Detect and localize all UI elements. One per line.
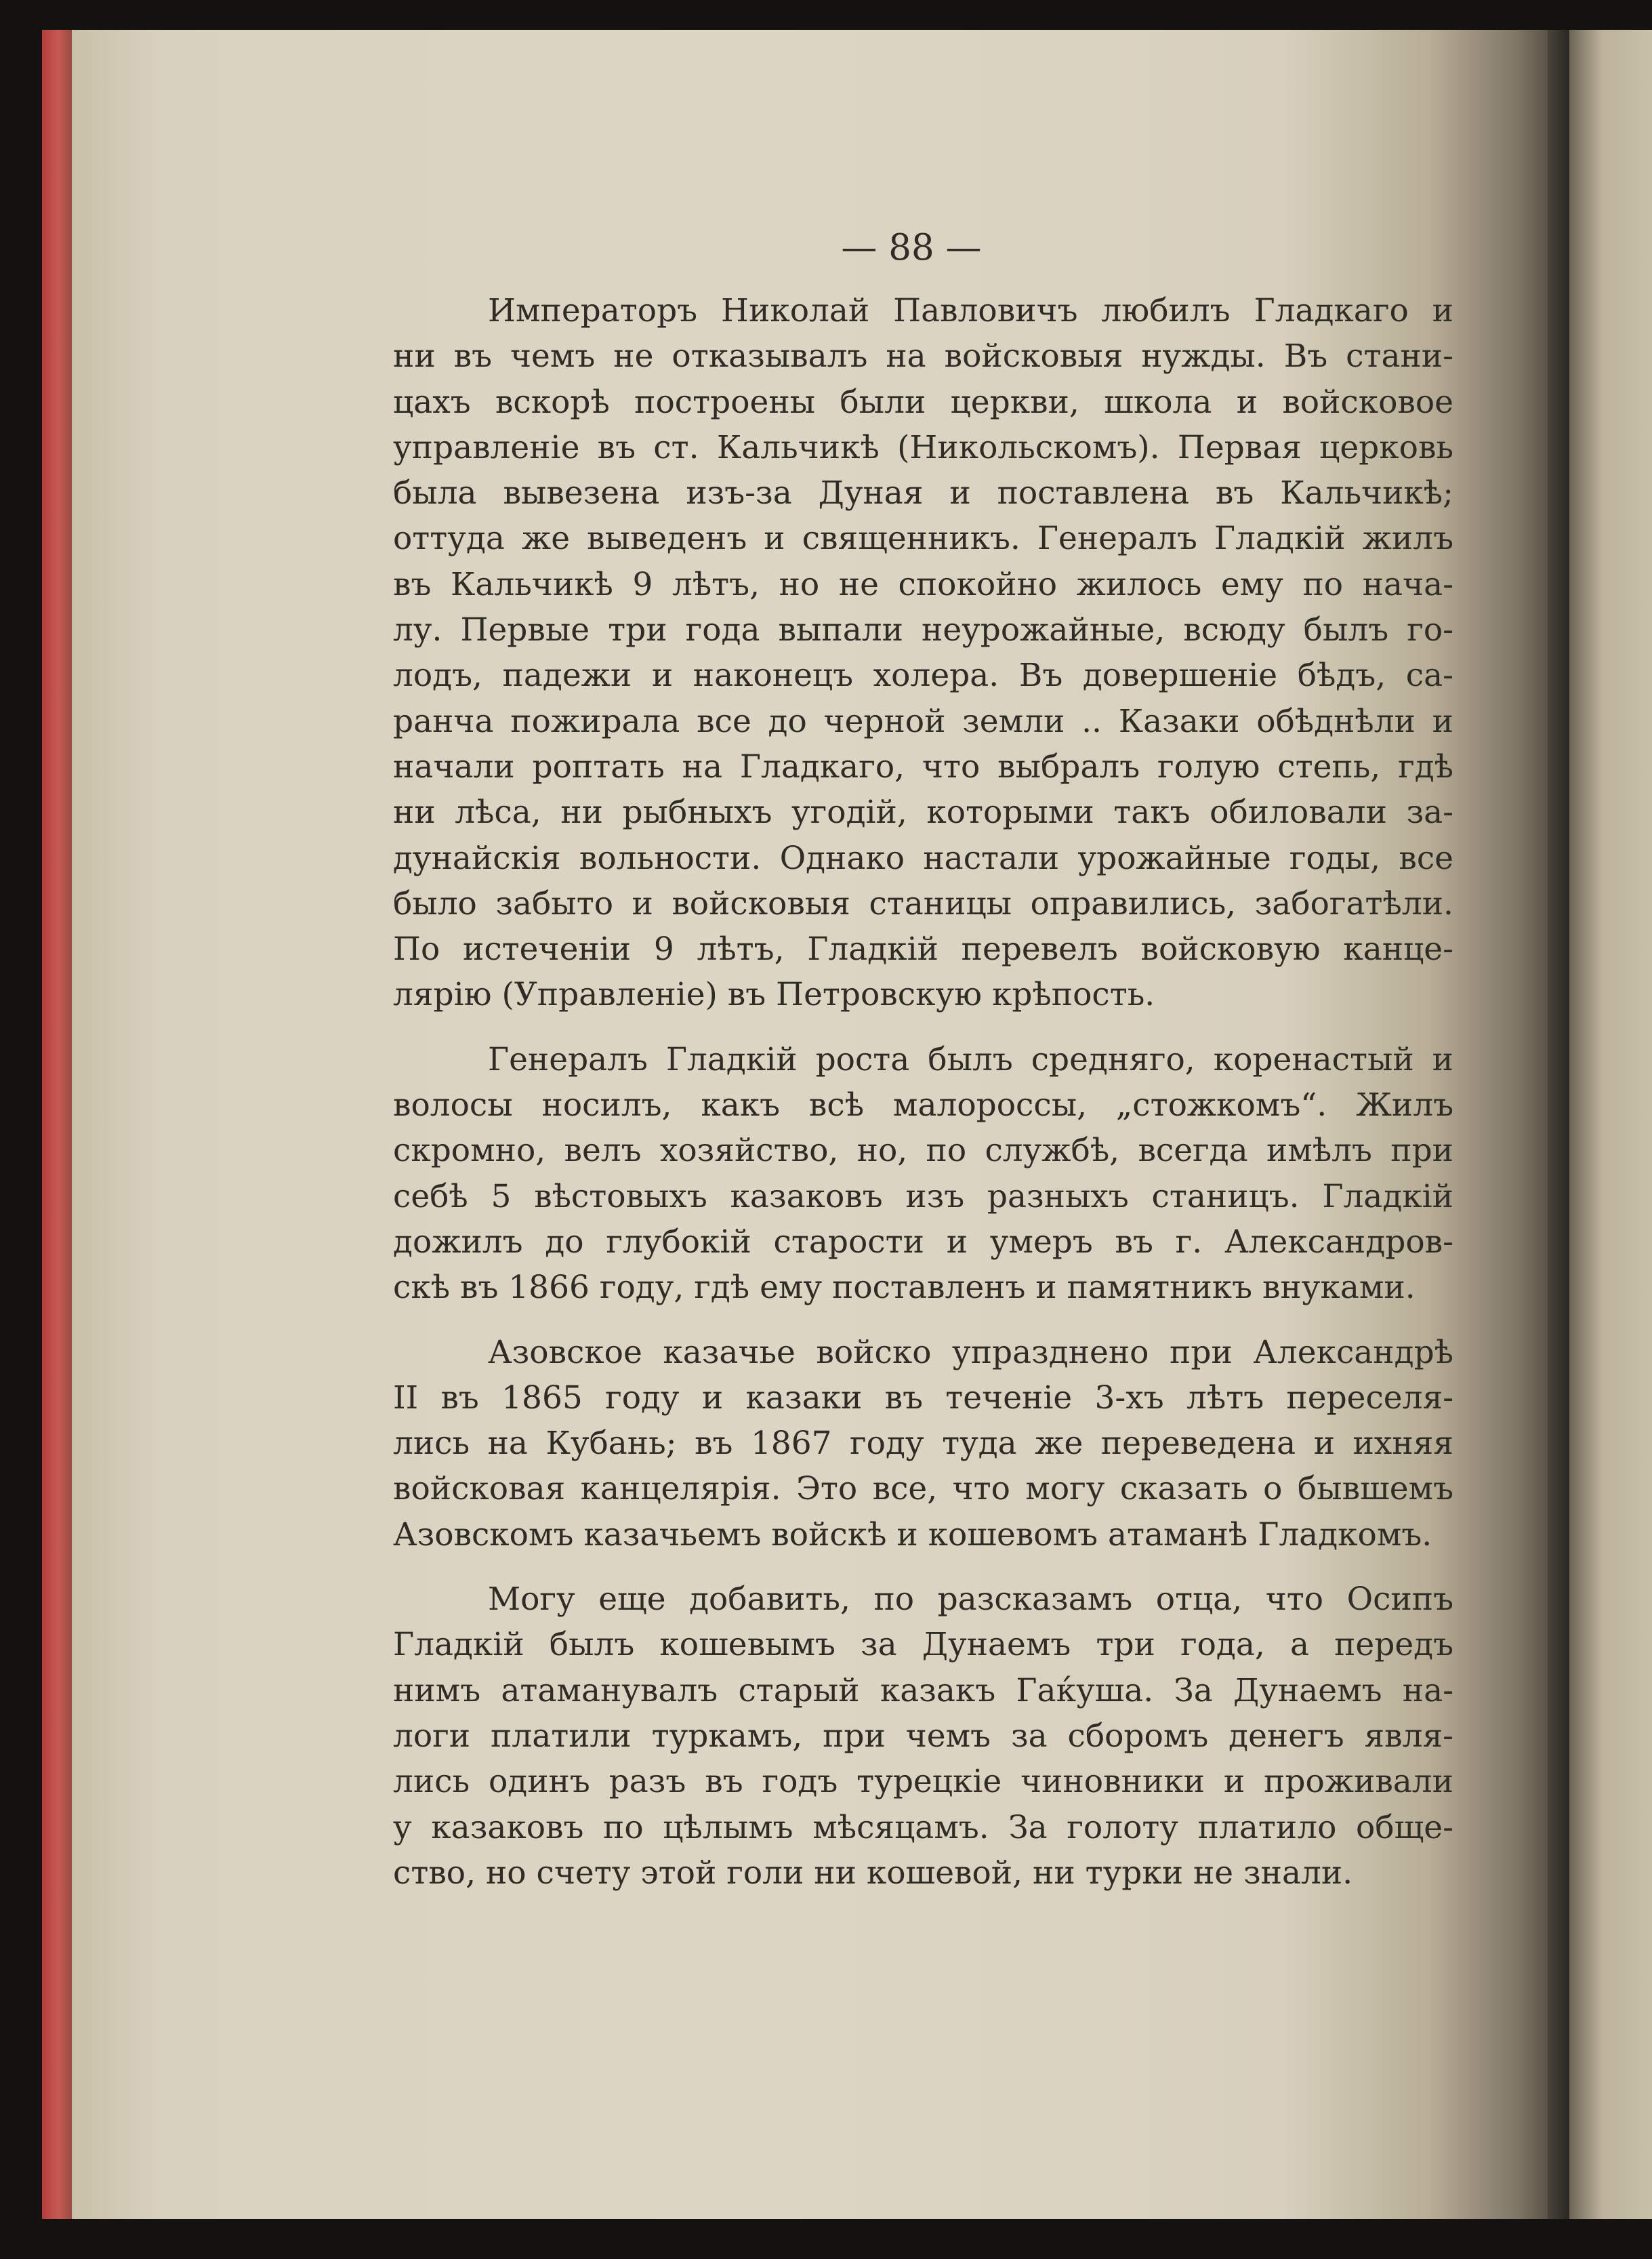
paragraph — [393, 1330, 1453, 1558]
text-line: II въ 1865 году и казаки въ теченіе 3-хъ лѣтъ переселя- — [393, 1379, 1453, 1417]
page-text — [393, 288, 1453, 1896]
text-line: у казаковъ по цѣлымъ мѣсяцамъ. За голоту платило обще- — [393, 1808, 1453, 1846]
text-line: ство, но счету этой голи ни кошевой, ни турки не знали. — [393, 1854, 1353, 1892]
book-cover-edge — [42, 30, 72, 2219]
text-line: нимъ атаманувалъ старый казакъ Гаќуша. За Дунаемъ на- — [393, 1671, 1453, 1709]
text-line: ни въ чемъ не отказывалъ на войсковыя нужды. Въ стани- — [393, 338, 1453, 375]
book-gutter — [1548, 30, 1569, 2219]
text-line: себѣ 5 вѣстовыхъ казаковъ изъ разныхъ станицъ. Гладкій — [393, 1177, 1453, 1215]
text-line: войсковая канцелярія. Это все, что могу сказать о бывшемъ — [393, 1470, 1453, 1508]
text-line: скѣ въ 1866 году, гдѣ ему поставленъ и памятникъ внуками. — [393, 1269, 1416, 1307]
text-line: въ Кальчикѣ 9 лѣтъ, но не спокойно жилось ему по нача- — [393, 565, 1453, 603]
text-line: Императоръ Николай Павловичъ любилъ Гладкаго и — [488, 292, 1453, 329]
text-line: было забыто и войсковыя станицы оправились, забогатѣли. — [393, 884, 1453, 922]
paragraph-gap — [393, 1558, 1453, 1576]
paragraph — [393, 288, 1453, 1018]
text-line: дожилъ до глубокій старости и умеръ въ г. Александров- — [393, 1223, 1453, 1261]
text-line: Генералъ Гладкій роста былъ средняго, коренастый и — [488, 1040, 1453, 1078]
text-line: лярію (Управленіе) въ Петровскую крѣпость. — [393, 976, 1155, 1014]
text-line: Гладкій былъ кошевымъ за Дунаемъ три года, а передъ — [393, 1626, 1453, 1664]
text-line: Могу еще добавить, по разсказамъ отца, что Осипъ — [488, 1581, 1453, 1619]
text-line: По истеченіи 9 лѣтъ, Гладкій перевелъ войсковую канце- — [393, 931, 1453, 969]
paragraph-gap — [393, 1311, 1453, 1330]
text-line: волосы носилъ, какъ всѣ малороссы, „стожкомъ“. Жилъ — [393, 1086, 1453, 1124]
text-line: скромно, велъ хозяйство, но, по службѣ, всегда имѣлъ при — [393, 1132, 1453, 1170]
paragraph — [393, 1037, 1453, 1311]
next-page-edge — [1569, 30, 1652, 2219]
text-line: цахъ вскорѣ построены были церкви, школа и войсковое — [393, 383, 1453, 421]
text-line: лодъ, падежи и наконецъ холера. Въ довершеніе бѣдъ, са- — [393, 657, 1453, 695]
paragraph — [393, 1576, 1453, 1896]
text-line: начали роптать на Гладкаго, что выбралъ голую степь, гдѣ — [393, 748, 1453, 786]
text-line: лись одинъ разъ въ годъ турецкіе чиновники и проживали — [393, 1763, 1453, 1801]
page-number: — 88 — — [841, 227, 982, 268]
text-line: лись на Кубань; въ 1867 году туда же переведена и ихняя — [393, 1425, 1453, 1463]
text-line: ни лѣса, ни рыбныхъ угодій, которыми такъ обиловали за- — [393, 794, 1453, 832]
text-line: лу. Первые три года выпали неурожайные, всюду былъ го- — [393, 611, 1453, 649]
text-line: была вывезена изъ-за Дуная и поставлена въ Кальчикѣ; — [393, 474, 1453, 512]
text-line: управленіе въ ст. Кальчикѣ (Никольскомъ). Первая церковь — [393, 428, 1453, 466]
text-line: Азовскомъ казачьемъ войскѣ и кошевомъ атаманѣ Гладкомъ. — [393, 1515, 1432, 1553]
text-line: Азовское казачье войско упразднено при Александрѣ — [488, 1333, 1453, 1371]
paragraph-gap — [393, 1018, 1453, 1037]
text-line: дунайскія вольности. Однако настали урожайные годы, все — [393, 839, 1453, 877]
text-line: оттуда же выведенъ и священникъ. Генералъ Гладкій жилъ — [393, 520, 1453, 558]
text-line: логи платили туркамъ, при чемъ за сборомъ денегъ явля- — [393, 1717, 1453, 1755]
text-line: ранча пожирала все до черной земли .. Казаки обѣднѣли и — [393, 702, 1453, 740]
